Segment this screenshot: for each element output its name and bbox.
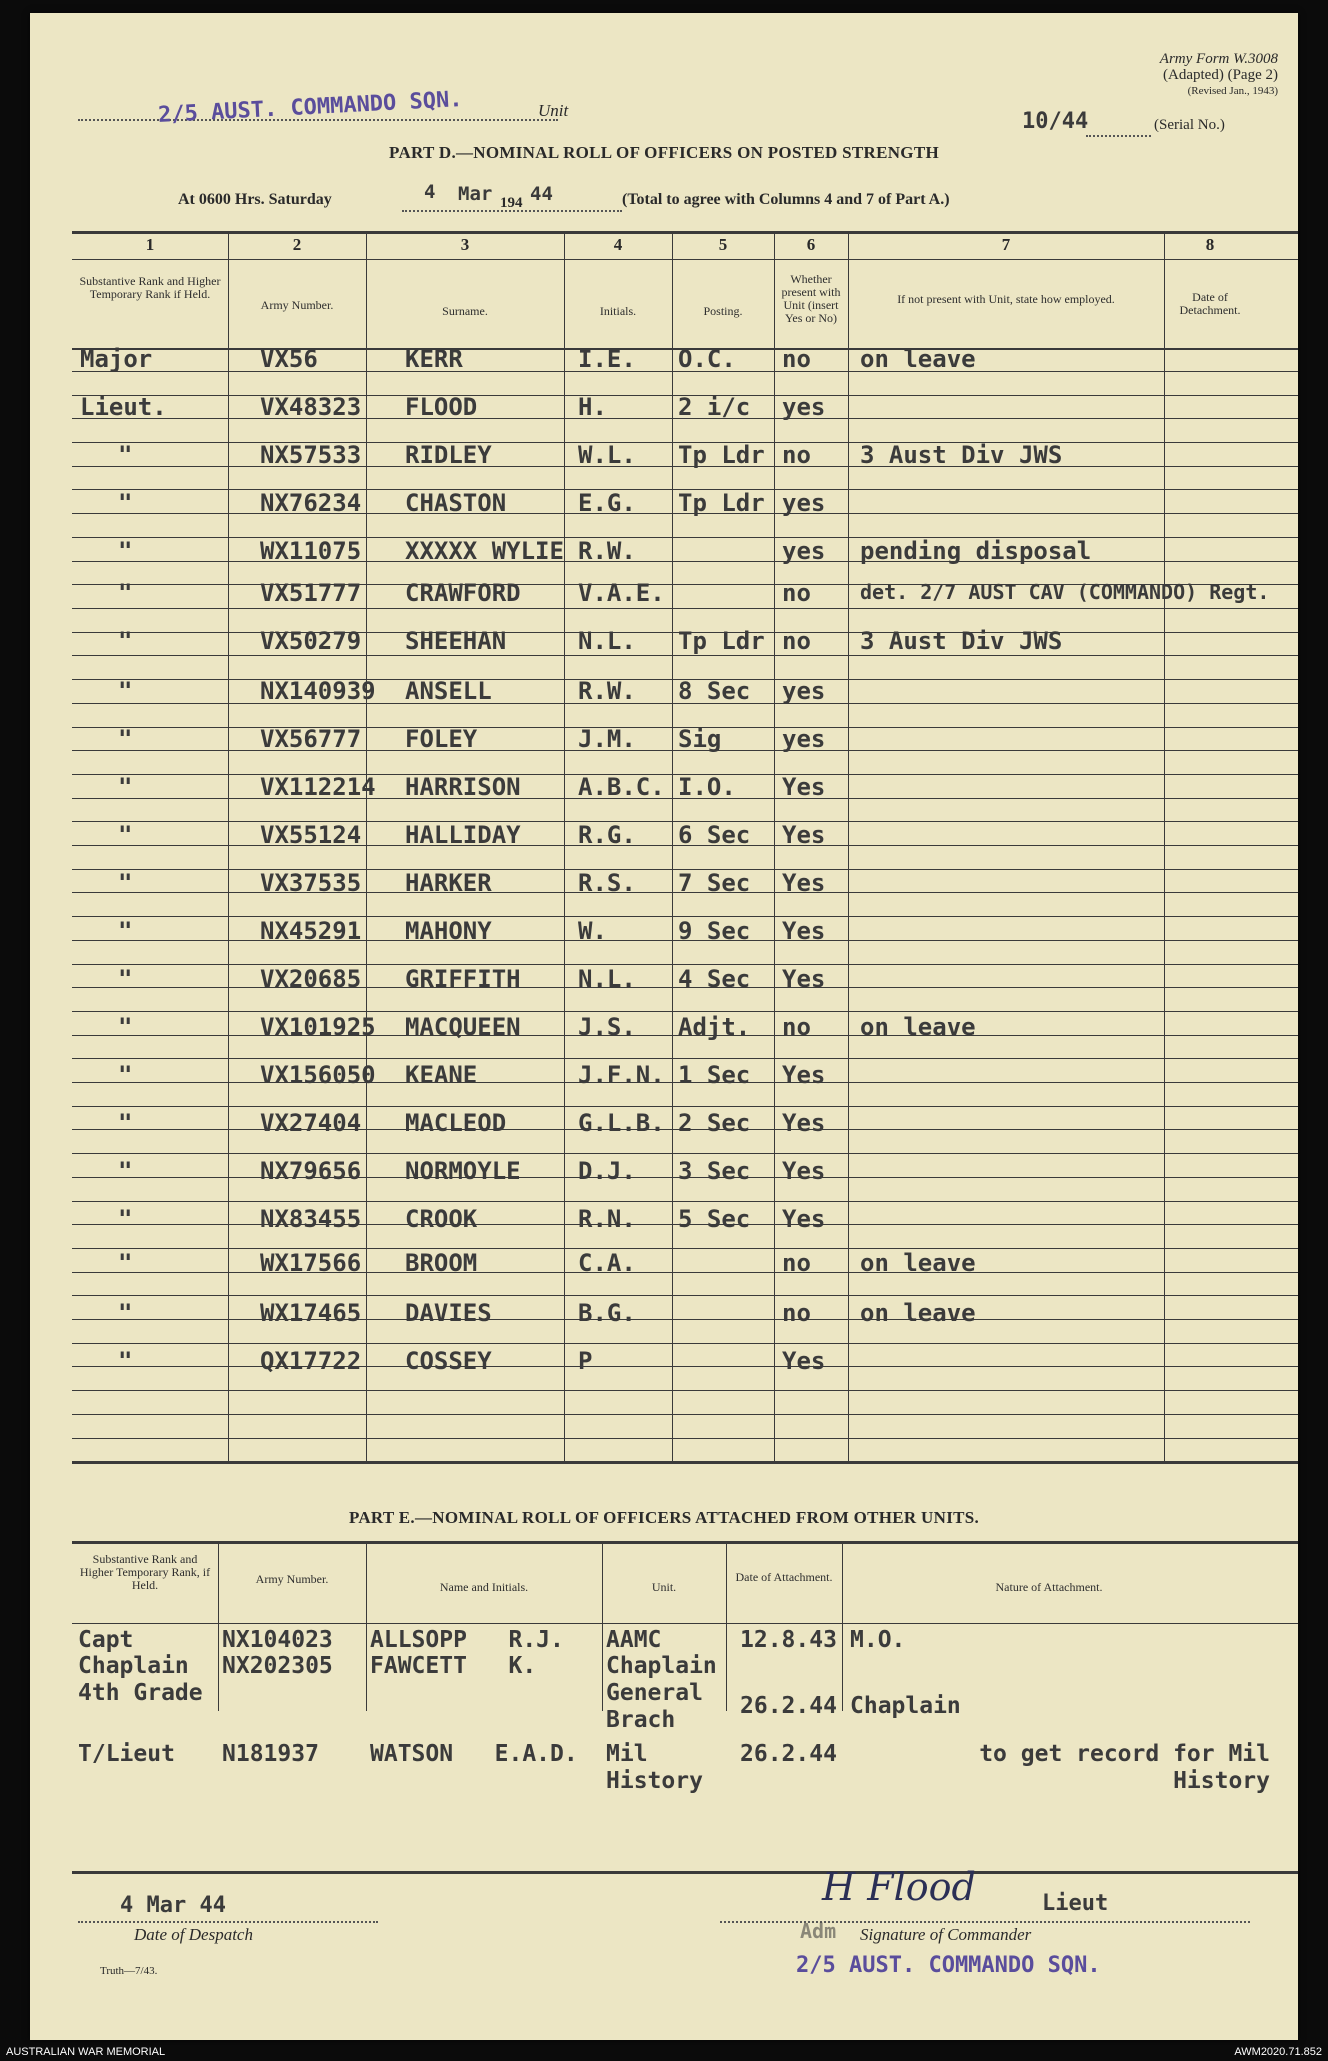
cell-posting: 9 Sec <box>678 917 751 945</box>
cell-initials: W. <box>578 917 607 945</box>
cell-number: NX104023 <box>222 1627 333 1653</box>
cell-rank: Capt <box>78 1627 134 1653</box>
cell-number: NX202305 <box>222 1653 333 1679</box>
cell-rank: " <box>118 537 133 565</box>
cell-initials: J.F.N. <box>578 1061 665 1089</box>
part-d-ruled-line <box>72 1295 1298 1296</box>
part-d-column-divider <box>228 231 229 1461</box>
commander-signature: H Flood <box>822 1865 976 1909</box>
cell-rank: " <box>118 1061 133 1089</box>
cell-surname: DAVIES <box>405 1299 492 1327</box>
part-d-ruled-line <box>72 1058 1298 1059</box>
cell-number: NX57533 <box>260 441 362 469</box>
cell-rank: " <box>118 441 133 469</box>
cell-initials: J.S. <box>578 1013 636 1041</box>
cell-present: no <box>782 1013 811 1041</box>
cell-rank: " <box>118 1157 133 1185</box>
column-header: Name and Initials. <box>439 1580 529 1594</box>
cell-rank: " <box>118 1013 133 1041</box>
form-reference <box>1038 51 1278 99</box>
part-e-column-divider <box>842 1541 843 1711</box>
cell-present: Yes <box>782 1157 826 1185</box>
cell-rank: " <box>118 677 133 705</box>
cell-number: NX79656 <box>260 1157 362 1185</box>
cell-posting: 8 Sec <box>678 677 751 705</box>
cell-present: Yes <box>782 917 826 945</box>
signature-label: Signature of Commander <box>860 1925 1032 1944</box>
cell-present: yes <box>782 537 826 565</box>
part-e-column-divider <box>218 1541 219 1711</box>
cell-rank: " <box>118 579 133 607</box>
part-d-ruled-line <box>72 1390 1298 1391</box>
cell-rank: Lieut. <box>80 393 167 421</box>
cell-name: ALLSOPP R.J. <box>370 1627 564 1653</box>
cell-unit: AAMC <box>606 1627 662 1653</box>
part-d-ruled-line <box>72 1414 1298 1415</box>
column-header: Nature of Attachment. <box>995 1580 1103 1594</box>
cell-number: VX27404 <box>260 1109 362 1137</box>
cell-initials: R.S. <box>578 869 636 897</box>
cell-surname: SHEEHAN <box>405 627 507 655</box>
cell-initials: R.W. <box>578 677 636 705</box>
cell-employed: 3 Aust Div JWS <box>860 627 1063 655</box>
cell-present: Yes <box>782 773 826 801</box>
cell-surname: HALLIDAY <box>405 821 521 849</box>
cell-number: NX140939 <box>260 677 376 705</box>
unit-label: Unit <box>538 101 569 120</box>
cell-rank: " <box>118 627 133 655</box>
cell-rank: Major <box>80 345 153 373</box>
cell-number: VX156050 <box>260 1061 376 1089</box>
column-number: 4 <box>613 235 623 254</box>
part-e-header-rule <box>72 1623 1298 1624</box>
part-e-column-divider <box>366 1541 367 1711</box>
cell-rank: T/Lieut <box>78 1741 175 1767</box>
cell-number: NX76234 <box>260 489 362 517</box>
part-d-ruled-line <box>72 655 1298 656</box>
column-header: Army Number. <box>255 1572 329 1586</box>
part-d-column-divider <box>672 231 673 1461</box>
cell-posting: Adjt. <box>678 1013 751 1041</box>
cell-present: Yes <box>782 1205 826 1233</box>
cell-number: VX37535 <box>260 869 362 897</box>
part-e-column-divider <box>726 1541 727 1711</box>
cell-initials: D.J. <box>578 1157 636 1185</box>
cell-posting: Tp Ldr <box>678 441 765 469</box>
column-header: Date of Attachment. <box>735 1570 833 1584</box>
cell-number: VX112214 <box>260 773 376 801</box>
date-year-prefix: 194 <box>500 195 523 211</box>
part-d-column-divider <box>366 231 367 1461</box>
cell-surname: GRIFFITH <box>405 965 521 993</box>
cell-rank: " <box>118 917 133 945</box>
cell-number: VX101925 <box>260 1013 376 1041</box>
column-number: 8 <box>1205 235 1215 254</box>
cell-nature: M.O. <box>850 1627 906 1653</box>
cell-surname: KEANE <box>405 1061 478 1089</box>
signature-rank: Lieut <box>1042 1891 1109 1916</box>
cell-nature: Chaplain <box>850 1693 961 1719</box>
cell-present: no <box>782 1299 811 1327</box>
cell-initials: B.G. <box>578 1299 636 1327</box>
part-d-number-rule <box>72 259 1298 260</box>
cell-surname: FLOOD <box>405 393 478 421</box>
cell-posting: Tp Ldr <box>678 489 765 517</box>
part-d-ruled-line <box>72 1438 1298 1439</box>
cell-number: VX20685 <box>260 965 362 993</box>
cell-employed: on leave <box>860 345 976 373</box>
cell-unit: Mil History <box>606 1741 703 1794</box>
cell-initials: E.G. <box>578 489 636 517</box>
cell-rank: " <box>118 1299 133 1327</box>
cell-surname: MACQUEEN <box>405 1013 521 1041</box>
cell-initials: N.L. <box>578 965 636 993</box>
column-header: If not present with Unit, state how employed. <box>897 292 1115 306</box>
cell-initials: V.A.E. <box>578 579 665 607</box>
cell-posting: 5 Sec <box>678 1205 751 1233</box>
cell-initials: A.B.C. <box>578 773 665 801</box>
cell-present: Yes <box>782 1109 826 1137</box>
cell-employed: 3 Aust Div JWS <box>860 441 1063 469</box>
cell-surname: BROOM <box>405 1249 478 1277</box>
cell-surname: CRAWFORD <box>405 579 521 607</box>
cell-present: no <box>782 1249 811 1277</box>
cell-rank: " <box>118 725 133 753</box>
date-month: Mar <box>458 183 493 205</box>
cell-unit: Chaplain General Brach <box>606 1653 717 1733</box>
cell-initials: R.N. <box>578 1205 636 1233</box>
cell-initials: R.W. <box>578 537 636 565</box>
footer-accession: AWM2020.71.852 <box>1234 2046 1322 2058</box>
cell-name: FAWCETT K. <box>370 1653 537 1679</box>
cell-number: VX56 <box>260 345 318 373</box>
cell-surname: FOLEY <box>405 725 478 753</box>
column-number: 2 <box>292 235 302 254</box>
part-d-ruled-line <box>72 537 1298 538</box>
cell-number: WX11075 <box>260 537 362 565</box>
despatch-label: Date of Despatch <box>134 1925 253 1944</box>
cell-date: 26.2.44 <box>740 1741 837 1767</box>
cell-present: no <box>782 441 811 469</box>
part-e-column-divider <box>602 1541 603 1711</box>
cell-present: yes <box>782 725 826 753</box>
cell-initials: W.L. <box>578 441 636 469</box>
cell-employed: det. 2/7 AUST CAV (COMMANDO) Regt. <box>860 580 1270 604</box>
cell-surname: HARKER <box>405 869 492 897</box>
cell-posting: 7 Sec <box>678 869 751 897</box>
cell-number: VX51777 <box>260 579 362 607</box>
part-d-ruled-line <box>72 1248 1298 1249</box>
cell-date: 12.8.43 <box>740 1627 837 1653</box>
column-number: 1 <box>145 235 155 254</box>
cell-posting: 6 Sec <box>678 821 751 849</box>
part-d-ruled-line <box>72 1201 1298 1202</box>
cell-surname: CROOK <box>405 1205 478 1233</box>
total-note: (Total to agree with Columns 4 and 7 of Part A.) <box>622 191 950 208</box>
cell-number: VX48323 <box>260 393 362 421</box>
column-header: Date of Detachment. <box>1179 290 1241 317</box>
cell-present: yes <box>782 677 826 705</box>
cell-rank: " <box>118 1109 133 1137</box>
cell-rank: " <box>118 965 133 993</box>
cell-posting: O.C. <box>678 345 736 373</box>
cell-number: NX83455 <box>260 1205 362 1233</box>
cell-present: no <box>782 345 811 373</box>
form-ref-line1: Army Form W.3008 <box>1159 51 1278 67</box>
part-d-ruled-line <box>72 1343 1298 1344</box>
cell-surname: ANSELL <box>405 677 492 705</box>
cell-initials: R.G. <box>578 821 636 849</box>
cell-posting: I.O. <box>678 773 736 801</box>
cell-initials: I.E. <box>578 345 636 373</box>
column-header: Initials. <box>599 304 637 318</box>
part-d-ruled-line <box>72 1153 1298 1154</box>
part-d-ruled-line <box>72 608 1298 609</box>
column-number: 7 <box>1001 235 1011 254</box>
cell-number: QX17722 <box>260 1347 362 1375</box>
part-d-column-divider <box>564 231 565 1461</box>
cell-nature: to get record for Mil History <box>979 1741 1270 1794</box>
serial-dotted-line <box>1086 133 1151 137</box>
column-header: Army Number. <box>260 298 334 312</box>
column-number: 6 <box>806 235 816 254</box>
part-d-column-divider <box>1164 231 1165 1461</box>
part-d-column-divider <box>848 231 849 1461</box>
cell-initials: N.L. <box>578 627 636 655</box>
column-number: 5 <box>718 235 728 254</box>
cell-posting: Tp Ldr <box>678 627 765 655</box>
part-d-column-divider <box>774 231 775 1461</box>
despatch-date: 4 Mar 44 <box>120 1893 226 1918</box>
cell-initials: C.A. <box>578 1249 636 1277</box>
unit-stamp: 2/5 AUST. COMMANDO SQN. <box>157 87 464 128</box>
cell-rank: " <box>118 869 133 897</box>
column-header: Whether present with Unit (insert Yes or No) <box>781 272 841 325</box>
part-d-ruled-line <box>72 1106 1298 1107</box>
cell-surname: HARRISON <box>405 773 521 801</box>
cell-surname: CHASTON <box>405 489 507 517</box>
part-e-top-rule <box>72 1541 1298 1544</box>
form-sheet <box>30 13 1298 2040</box>
cell-present: yes <box>782 393 826 421</box>
cell-number: VX55124 <box>260 821 362 849</box>
archive-footer <box>0 2045 1328 2061</box>
cell-employed: on leave <box>860 1013 976 1041</box>
cell-posting: 2 Sec <box>678 1109 751 1137</box>
cell-rank: " <box>118 489 133 517</box>
adm-stamp-text: Adm <box>800 1919 837 1943</box>
cell-initials: G.L.B. <box>578 1109 665 1137</box>
part-d-title: PART D.—NOMINAL ROLL OF OFFICERS ON POSTED STRENGTH <box>389 143 939 162</box>
cell-number: VX50279 <box>260 627 362 655</box>
cell-employed: on leave <box>860 1249 976 1277</box>
cell-present: Yes <box>782 965 826 993</box>
cell-present: no <box>782 627 811 655</box>
part-e-bottom-rule <box>72 1871 1298 1874</box>
cell-surname: XXXXX WYLIE <box>405 537 564 565</box>
footer-institution: AUSTRALIAN WAR MEMORIAL <box>6 2046 166 2058</box>
cell-rank: " <box>118 1347 133 1375</box>
cell-surname: KERR <box>405 345 463 373</box>
form-ref-line2: (Adapted) (Page 2) <box>1163 67 1278 83</box>
cell-date: 26.2.44 <box>740 1693 837 1719</box>
cell-rank: Chaplain 4th Grade <box>78 1653 203 1706</box>
cell-present: Yes <box>782 1061 826 1089</box>
serial-value: 10/44 <box>1022 109 1089 134</box>
cell-number: NX45291 <box>260 917 362 945</box>
part-e-title: PART E.—NOMINAL ROLL OF OFFICERS ATTACHED FROM OTHER UNITS. <box>348 1508 980 1527</box>
cell-posting: 2 i/c <box>678 393 751 421</box>
part-d-bottom-rule <box>72 1461 1298 1464</box>
cell-employed: pending disposal <box>860 537 1092 565</box>
cell-rank: " <box>118 773 133 801</box>
cell-posting: 1 Sec <box>678 1061 751 1089</box>
column-header: Substantive Rank and Higher Temporary Rank, if Held. <box>79 1552 211 1592</box>
cell-present: yes <box>782 489 826 517</box>
serial-label: (Serial No.) <box>1154 117 1225 133</box>
despatch-dotted-line <box>78 1919 378 1923</box>
part-d-ruled-line <box>72 1319 1298 1320</box>
cell-initials: J.M. <box>578 725 636 753</box>
cell-surname: COSSEY <box>405 1347 492 1375</box>
cell-number: WX17465 <box>260 1299 362 1327</box>
cell-initials: H. <box>578 393 607 421</box>
part-d-ruled-line <box>72 1366 1298 1367</box>
cell-number: N181937 <box>222 1741 319 1767</box>
part-d-top-rule <box>72 231 1298 234</box>
date-year: 44 <box>530 183 553 205</box>
cell-surname: MAHONY <box>405 917 492 945</box>
part-d-ruled-line <box>72 1011 1298 1012</box>
cell-number: WX17566 <box>260 1249 362 1277</box>
column-header: Surname. <box>442 304 488 318</box>
column-header: Posting. <box>703 304 743 318</box>
cell-rank: " <box>118 821 133 849</box>
unit-stamp-bottom: 2/5 AUST. COMMANDO SQN. <box>796 1953 1101 1978</box>
cell-surname: MACLEOD <box>405 1109 507 1137</box>
column-number: 3 <box>460 235 470 254</box>
part-d-ruled-line <box>72 1272 1298 1273</box>
part-d-ruled-line <box>72 561 1298 562</box>
cell-rank: " <box>118 1205 133 1233</box>
cell-posting: 3 Sec <box>678 1157 751 1185</box>
cell-present: Yes <box>782 821 826 849</box>
form-ref-line3: (Revised Jan., 1943) <box>1187 85 1278 97</box>
cell-number: VX56777 <box>260 725 362 753</box>
cell-present: no <box>782 579 811 607</box>
printer-mark: Truth—7/43. <box>100 1965 158 1977</box>
date-day: 4 <box>424 181 436 203</box>
cell-surname: NORMOYLE <box>405 1157 521 1185</box>
cell-posting: 4 Sec <box>678 965 751 993</box>
at-hours-text: At 0600 Hrs. Saturday <box>178 191 332 208</box>
cell-present: Yes <box>782 869 826 897</box>
cell-posting: Sig <box>678 725 722 753</box>
column-header: Unit. <box>651 1580 677 1594</box>
column-header: Substantive Rank and Higher Temporary Rank if Held. <box>79 274 221 301</box>
cell-surname: RIDLEY <box>405 441 492 469</box>
cell-name: WATSON E.A.D. <box>370 1741 578 1767</box>
cell-employed: on leave <box>860 1299 976 1327</box>
cell-rank: " <box>118 1249 133 1277</box>
cell-initials: P <box>578 1347 593 1375</box>
cell-present: Yes <box>782 1347 826 1375</box>
